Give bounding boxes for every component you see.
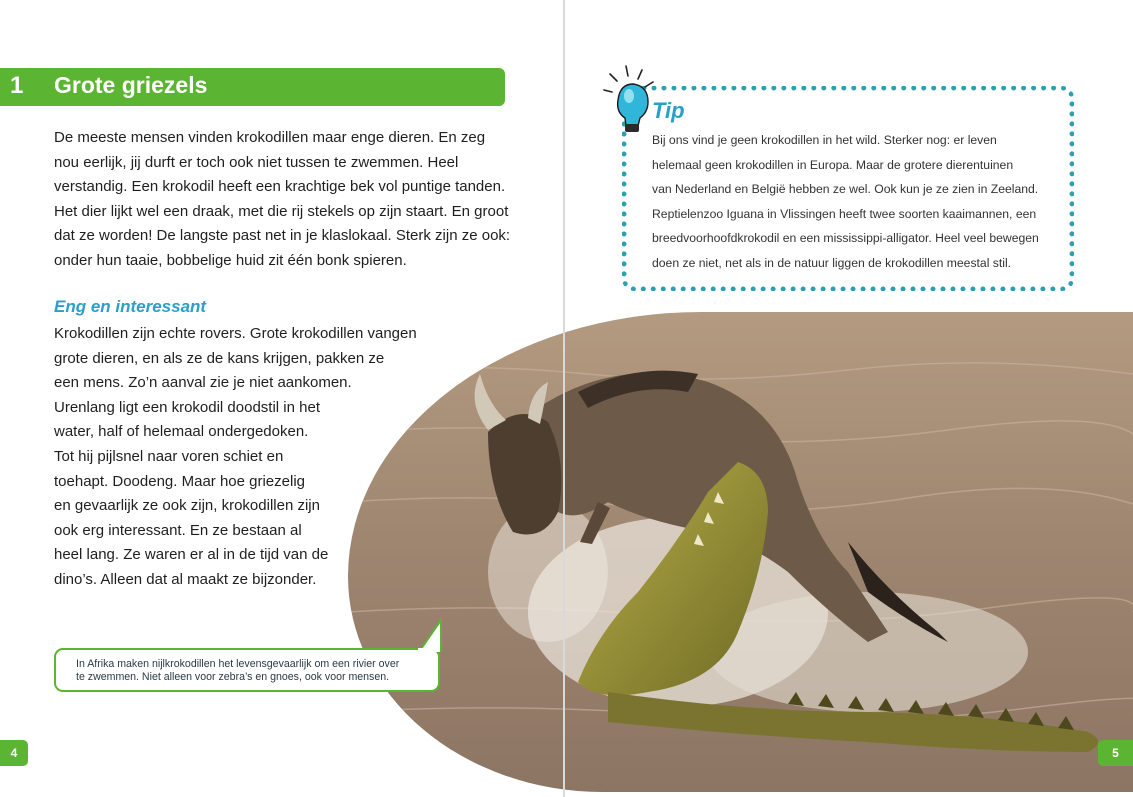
chapter-title: Grote griezels [54, 72, 208, 98]
tip-title: Tip [652, 98, 685, 123]
section-paragraph [54, 322, 426, 593]
caption-pointer [415, 618, 445, 652]
section-heading: Eng en interessant [54, 297, 207, 316]
chapter-header [0, 68, 505, 106]
lightbulb-icon [598, 62, 658, 134]
section-line: ook erg interessant. En ze bestaan al [54, 521, 302, 539]
crocodile-photo [348, 312, 1133, 792]
section-line: Urenlang ligt een krokodil doodstil in het [54, 398, 320, 416]
photo-caption [54, 648, 440, 692]
section-line: een mens. Zo’n aanval zie je niet aankomen. [54, 374, 352, 392]
caption-line: In Afrika maken nijlkrokodillen het levensgevaarlijk om een rivier over [76, 658, 400, 670]
intro-paragraph: De meeste mensen vinden krokodillen maar enge dieren. En zeg nou eerlijk, jij durft er toch ook niet tussen te zwemmen. Heel verstandig. Een krokodil heeft een krachtige bek vol puntige tanden. Het dier lijkt wel een draak, met die rij stekels op zijn staart. En groot dat ze worden! De langste past net in je klaslokaal. Sterk zijn ze ook: onder hun taaie, bobbelige huid zit één bonk spieren. [54, 129, 511, 269]
section-line: dino’s. Alleen dat al maakt ze bijzonder. [54, 570, 317, 588]
tip-line: Bij ons vind je geen krokodillen in het wild. Sterker nog: er leven [652, 133, 997, 147]
page-number-right: 5 [1098, 740, 1133, 766]
section-line: Tot hij pijlsnel naar voren schiet en [54, 447, 284, 465]
tip-text [652, 128, 1062, 276]
section-line: toehapt. Doodeng. Maar hoe griezelig [54, 472, 306, 490]
tip-line: helemaal geen krokodillen in Europa. Maar de grotere dierentuinen [652, 157, 1014, 172]
caption-line: te zwemmen. Niet alleen voor zebra’s en gnoes, ook voor mensen. [76, 671, 390, 683]
tip-line: Reptielenzoo Iguana in Vlissingen heeft twee soorten kaaimannen, een [652, 206, 1037, 221]
section-line: heel lang. Ze waren er al in de tijd van de [54, 546, 329, 564]
section-line: grote dieren, en als ze de kans krijgen, pakken ze [54, 349, 385, 367]
section-line: water, half of helemaal ondergedoken. [54, 423, 309, 441]
tip-line: van Nederland en België hebben ze wel. Ook kun je ze zien in Zeeland. [652, 182, 1039, 197]
book-spine [563, 0, 565, 797]
section-line: Krokodillen zijn echte rovers. Grote krokodillen vangen [54, 325, 417, 342]
page-number-left: 4 [0, 740, 28, 766]
section-line: en gevaarlijk ze ook zijn, krokodillen zijn [54, 497, 320, 515]
tip-line: doen ze niet, net als in de natuur liggen de krokodillen meestal stil. [652, 255, 1012, 270]
chapter-number: 1 [10, 72, 24, 99]
tip-line: breedvoorhoofdkrokodil en een mississippi-alligator. Heel veel bewegen [652, 231, 1039, 246]
